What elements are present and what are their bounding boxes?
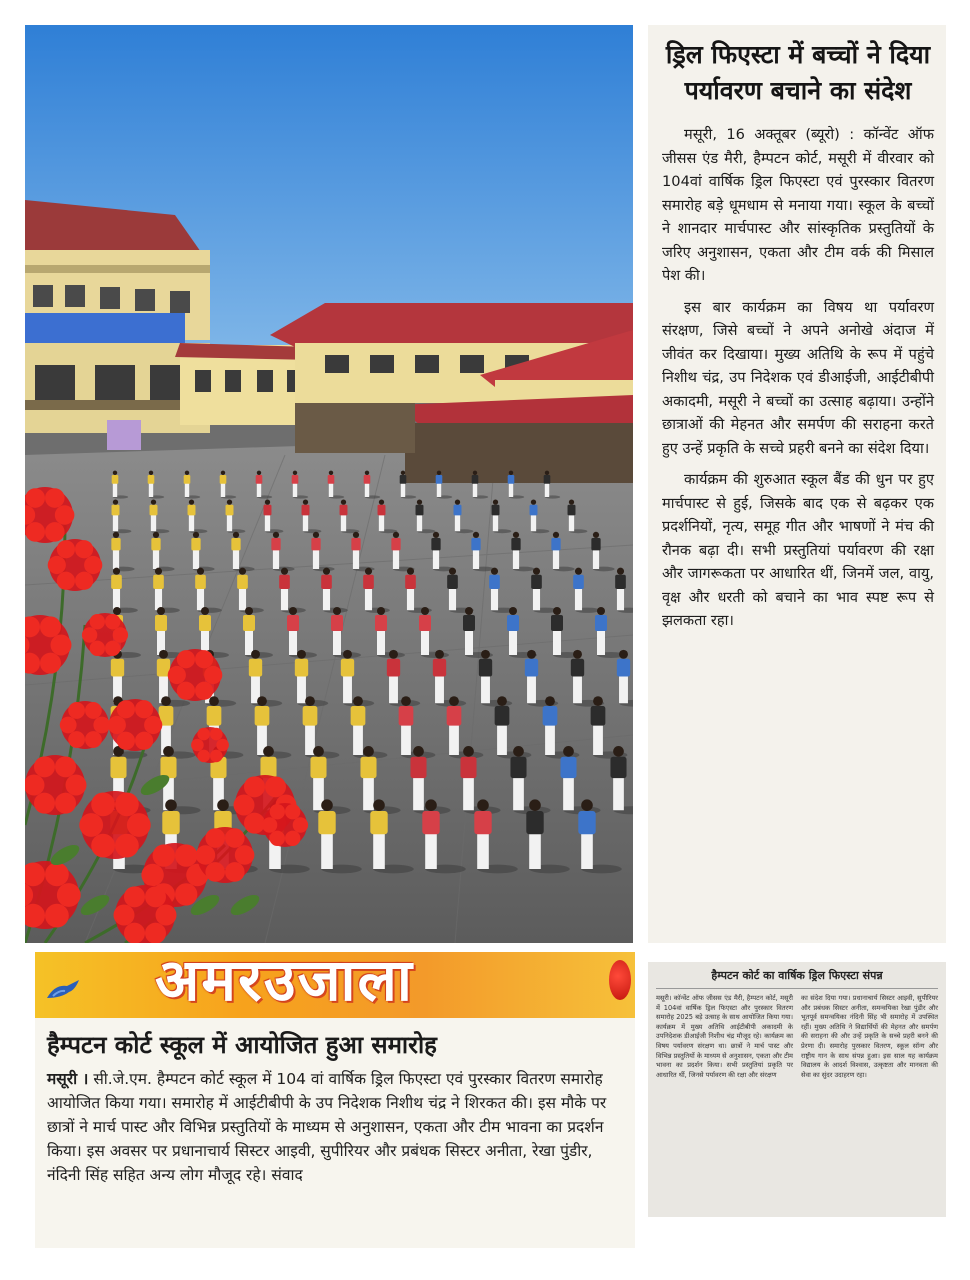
parade-illustration — [25, 25, 633, 943]
drill-parade-photo — [25, 25, 633, 943]
clip1-paragraph-1: मसूरी, 16 अक्तूबर (ब्यूरो) : कॉन्वेंट ऑफ जीसस एंड मैरी, हैम्पटन कोर्ट, मसूरी में वीरवार को 104वां वार्षिक ड्रिल फिएस्टा एवं पुरस्कार वितरण समारोह बड़े धूमधाम से मनाया गया। स्कूल के बच्चों ने शानदार मार्चपास्ट और सांस्कृतिक प्रस्तुतियों के जरिए अनुशासन, एकता और टीम वर्क की मिसाल पेश की। — [662, 126, 934, 284]
clip3-columns — [656, 994, 938, 1080]
middle-building — [175, 343, 315, 425]
clip3-column-2: का संदेश दिया गया। प्रधानाचार्य सिस्टर आइवी, सुपीरियर और प्रबंधक सिस्टर अनीता, समन्वयिका रेखा पुंडीर और भूतपूर्व समन्वयिका नंदिनी सिंह भी समारोह में उपस्थित रहीं। मुख्य अतिथि ने विद्यार्थियों की मेहनत और समर्पण की सराहना की और उन्हें प्रकृति के सच्चे प्रहरी बनने की प्रेरणा दी। समारोह पुरस्कार वितरण, स्कूल सॉन्ग और राष्ट्रीय गान के साथ संपन्न हुआ। इस साल यह कार्यक्रम विद्यालय के आदर्श विश्वास, उत्कृष्टता और मानवता की सेवा का सुंदर उदाहरण रहा। — [801, 994, 938, 1079]
bird-logo-icon — [45, 978, 81, 1004]
small-news-clipping — [648, 962, 946, 1217]
clip1-headline: ड्रिल फिएस्टा में बच्चों ने दिया पर्यावरण बचाने का संदेश — [665, 40, 931, 105]
clip2-body — [47, 1067, 625, 1187]
amar-ujala-clipping — [35, 952, 635, 1248]
clip2-dateline: मसूरी । — [47, 1070, 89, 1088]
clip1-paragraph-3: कार्यक्रम की शुरुआत स्कूल बैंड की धुन पर हुए मार्चपास्ट से हुई, जिसके बाद एक से बढ़कर एक प्रदर्शनियों, नृत्य, समूह गीत और भाषणों ने मंच की रौनक बढ़ा दी। सभी प्रस्तुतियां पर्यावरण की रक्षा और जागरूकता पर आधारित थीं, जिनमें जल, वायु, वृक्ष और धरती को बचाने का भाव स्पष्ट रूप से झलकता रहा। — [662, 471, 934, 629]
news-clipping-main — [648, 25, 946, 943]
clip1-paragraph-2: इस बार कार्यक्रम का विषय था पर्यावरण संरक्षण, जिसे बच्चों ने अपने अनोखे अंदाज में जीवंत कर दिखाया। मुख्य अतिथि के रूप में पहुंचे निशीथ चंद्र, उप निदेशक एवं डीआईजी, आईटीबीपी अकादमी, मसूरी ने बच्चों का उत्साह बढ़ाया। उन्होंने छात्राओं की मेहनत और समर्पण की सराहना करते हुए उन्हें प्रकृति के सच्चे प्रहरी बनने का संदेश दिया। — [662, 298, 934, 457]
clip3-headline: हैम्पटन कोर्ट का वार्षिक ड्रिल फिएस्टा संपन्न — [656, 968, 938, 989]
masthead-logo: अमरउजाला — [155, 952, 414, 1014]
masthead-ball-icon — [609, 960, 631, 1000]
clip3-column-1: मसूरी। कॉन्वेंट ऑफ जीसस एंड मैरी, हैम्पटन कोर्ट, मसूरी में 104वां वार्षिक ड्रिल फिएस्टा और पुरस्कार वितरण समारोह 2025 बड़े उत्साह के साथ आयोजित किया गया। कार्यक्रम में मुख्य अतिथि आईटीबीपी अकादमी के उपनिदेशक डीआईजी निशीथ चंद्र मौजूद रहे। कार्यक्रम का विषय पर्यावरण संरक्षण था। छात्रों ने मार्च पास्ट और विभिन्न प्रस्तुतियों के माध्यम से अनुशासन, एकता और टीम भावना का प्रदर्शन किया। सभी प्रस्तुतियां प्रकृति पर आधारित थीं, जिनसे पर्यावरण की रक्षा और संरक्षण — [656, 994, 793, 1079]
purple-banner — [107, 420, 141, 450]
amar-ujala-masthead — [35, 952, 635, 1018]
clip2-body-text: सी.जे.एम. हैम्पटन कोर्ट स्कूल में 104 वां वार्षिक ड्रिल फिएस्टा एवं पुरस्कार वितरण समारोह आयोजित किया गया। समारोह में आईटीबीपी के उप निदेशक निशीथ चंद्र ने शिरकत की। इस मौके पर छात्रों ने मार्च पास्ट और विभिन्न प्रस्तुतियों के माध्यम से अनुशासन, एकता और टीम भावना का प्रदर्शन किया। इस अवसर पर प्रधानाचार्य सिस्टर आइवी, सुपीरियर और प्रबंधक सिस्टर अनीता, रेखा पुंडीर, नंदिनी सिंह सहित अन्य लोग मौजूद रहे। संवाद — [47, 1070, 607, 1184]
clip2-headline: हैम्पटन कोर्ट स्कूल में आयोजित हुआ समारोह — [47, 1031, 437, 1059]
